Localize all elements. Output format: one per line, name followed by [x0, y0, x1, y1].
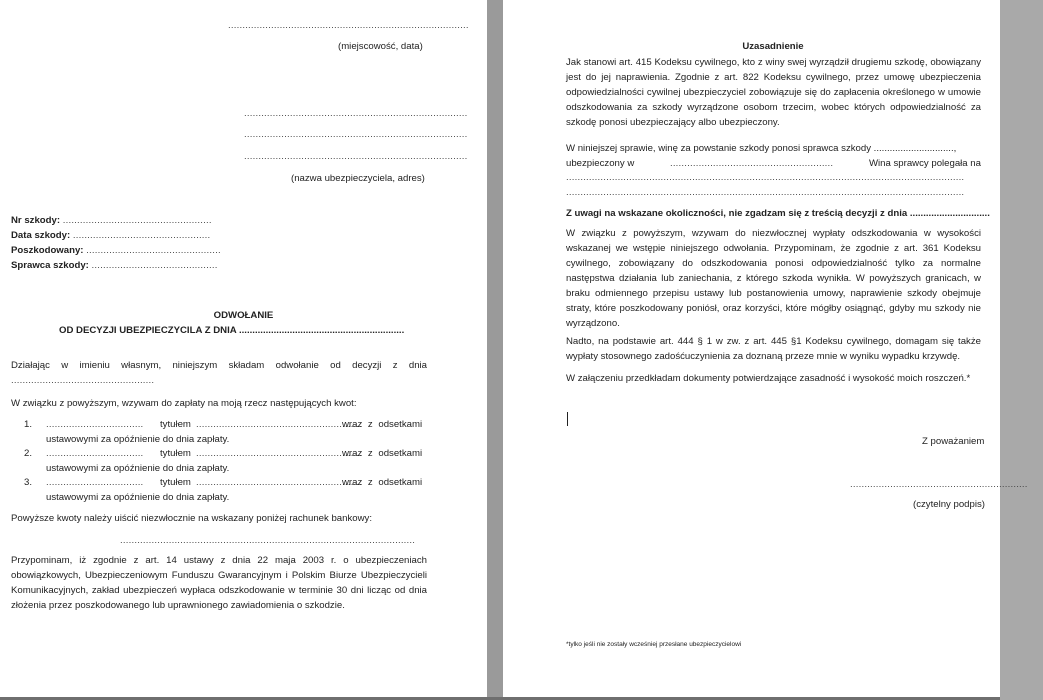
- perpetrator-dots: ............................................: [91, 260, 218, 271]
- damage-date-field: [11, 228, 210, 243]
- justification-paragraph-2-line-1: W niniejszej sprawie, winę za powstanie szkody ponosi sprawca szkody ..............................,: [566, 143, 957, 154]
- disagreement-statement: Z uwagi na wskazane okoliczności, nie zgadzam się z treścią decyzji z dnia ..............................: [566, 208, 990, 219]
- document-subtitle: OD DECYZJI UBEZPIECZYCILA Z DNIA ..............................................................: [59, 325, 405, 336]
- place-date-label: (miejscowość, data): [338, 41, 423, 52]
- document-title: ODWOŁANIE: [213, 310, 274, 321]
- insurer-label: (nazwa ubezpieczyciela, adres): [291, 173, 425, 184]
- fault-description-dots-2: ...........................................................................................................................................: [566, 187, 965, 198]
- damage-date-label: Data szkody:: [11, 230, 71, 241]
- item-amount-dots: ..................................: [46, 477, 144, 488]
- document-page-2: [503, 0, 1028, 700]
- fault-description-dots-1: ...........................................................................................................................................: [566, 172, 965, 183]
- text-cursor[interactable]: [567, 412, 568, 426]
- item-title-word: tytułem: [160, 477, 191, 488]
- item-title-word: tytułem: [160, 419, 191, 430]
- perpetrator-label: Sprawca szkody:: [11, 260, 89, 271]
- item-tail: wraz z odsetkami: [342, 419, 423, 430]
- injured-party-field: [11, 243, 221, 258]
- item-number: 3.: [24, 477, 33, 488]
- justification-paragraph-3: W związku z powyższym, wzywam do niezwłocznej wypłaty odszkodowania w wysokości wskazanej we wstępie niniejszego odwołania. Przypominam, że zgodnie z art. 361 Kodeksu cywilnego, zobowiązany do odszkodowania ponosi odpowiedzialność tylko za normalne następstwa działania lub zaniechania, z którego szkoda wynikła. W powyższych granicach, w braku odmiennego przepisu ustawy lub postanowienia umowy, naprawienie szkody obejmuje straty, które poszkodowany poniósł, oraz korzyści, które mógłby osiągnąć, gdyby mu szkody nie wyrządzono.: [566, 228, 981, 329]
- item-tail: wraz z odsetkami: [342, 477, 423, 488]
- justification-paragraph-4: Nadto, na podstawie art. 444 § 1 w zw. z art. 445 §1 Kodeksu cywilnego, domagam się także wypłaty stosownego zadośćuczynienia za doznaną przeze mnie w wyniku wypadku krzywdę.: [566, 336, 981, 362]
- claim-number-field: [11, 213, 212, 228]
- insurer-name-dots: .........................................................: [669, 158, 834, 169]
- justification-paragraph-1: Jak stanowi art. 415 Kodeksu cywilnego, kto z winy swej wyrządził drugiemu szkodę, obowiązany jest do jej naprawienia. Zgodnie z art. 822 Kodeksu cywilnego, przez umowę ubezpieczenia odpowiedzialności cywilnej ubezpieczyciel zobowiązuje się do zapłacenia określonego w umowie odszkodowania za szkody wyrządzone osobom trzecim, wobec których odpowiedzialność za szkodę ponosi ubezpieczający albo ubezpieczony.: [566, 57, 981, 128]
- item-title-dots: ..........................................................: [196, 419, 363, 430]
- intro-date-dots: ..................................................: [11, 375, 155, 386]
- fault-label: Wina sprawcy polegała na: [868, 158, 981, 169]
- page-gap: [487, 0, 503, 700]
- intro-text: Działając w imieniu własnym, niniejszym składam odwołanie od decyzji z dnia: [11, 360, 427, 371]
- insured-in-label: ubezpieczony w: [566, 158, 635, 169]
- perpetrator-field: [11, 258, 218, 273]
- item-line2: ustawowymi za opóźnienie do dnia zapłaty.: [46, 434, 230, 445]
- item-line2: ustawowymi za opóźnienie do dnia zapłaty.: [46, 463, 230, 474]
- place-date-dots: ....................................................................................: [228, 20, 469, 31]
- signature-dots: ..............................................................: [850, 479, 1028, 490]
- item-title-word: tytułem: [160, 448, 191, 459]
- item-title-dots: ..........................................................: [196, 477, 363, 488]
- signature-label: (czytelny podpis): [913, 499, 985, 510]
- item-amount-dots: ..................................: [46, 448, 144, 459]
- insurer-line-3: ..............................................................................: [244, 151, 468, 162]
- insurer-line-2: ..............................................................................: [244, 129, 468, 140]
- item-title-dots: ..........................................................: [196, 448, 363, 459]
- bank-instruction: Powyższe kwoty należy uiścić niezwłocznie na wskazany poniżej rachunek bankowy:: [11, 513, 373, 524]
- attachments-statement: W załączeniu przedkładam dokumenty potwierdzające zasadność i wysokość moich roszczeń.*: [566, 373, 971, 384]
- insurer-line-1: ..............................................................................: [244, 108, 468, 119]
- justification-paragraph-2-line-2: [566, 156, 981, 171]
- injured-party-label: Poszkodowany:: [11, 245, 84, 256]
- item-amount-dots: ..................................: [46, 419, 144, 430]
- item-line2: ustawowymi za opóźnienie do dnia zapłaty.: [46, 492, 230, 503]
- injured-party-dots: ...............................................: [86, 245, 221, 256]
- bank-account-dots: .......................................................................................................: [120, 535, 416, 546]
- item-number: 2.: [24, 448, 33, 459]
- reminder-paragraph: Przypominam, iż zgodnie z art. 14 ustawy z dnia 22 maja 2003 r. o ubezpieczeniach obowiązkowych, Ubezpieczeniowym Funduszu Gwarancyjnym i Polskim Biurze Ubezpieczycieli Komunikacyjnych, zakład ubezpieczeń wypłaca odszkodowanie w terminie 30 dni licząc od dnia złożenia przez poszkodowanego lub uprawnionego zawiadomienia o szkodzie.: [11, 555, 427, 611]
- footnote: *tylko jeśli nie zostały wcześniej przesłane ubezpieczycielowi: [566, 641, 742, 648]
- claim-number-dots: ....................................................: [62, 215, 212, 226]
- request-text: W związku z powyższym, wzywam do zapłaty na moją rzecz następujących kwot:: [11, 398, 357, 409]
- damage-date-dots: ................................................: [72, 230, 211, 241]
- item-tail: wraz z odsetkami: [342, 448, 423, 459]
- closing-regards: Z poważaniem: [922, 436, 985, 447]
- item-number: 1.: [24, 419, 33, 430]
- justification-heading: Uzasadnienie: [742, 41, 804, 52]
- claim-number-label: Nr szkody:: [11, 215, 61, 226]
- document-page-1: [0, 0, 487, 700]
